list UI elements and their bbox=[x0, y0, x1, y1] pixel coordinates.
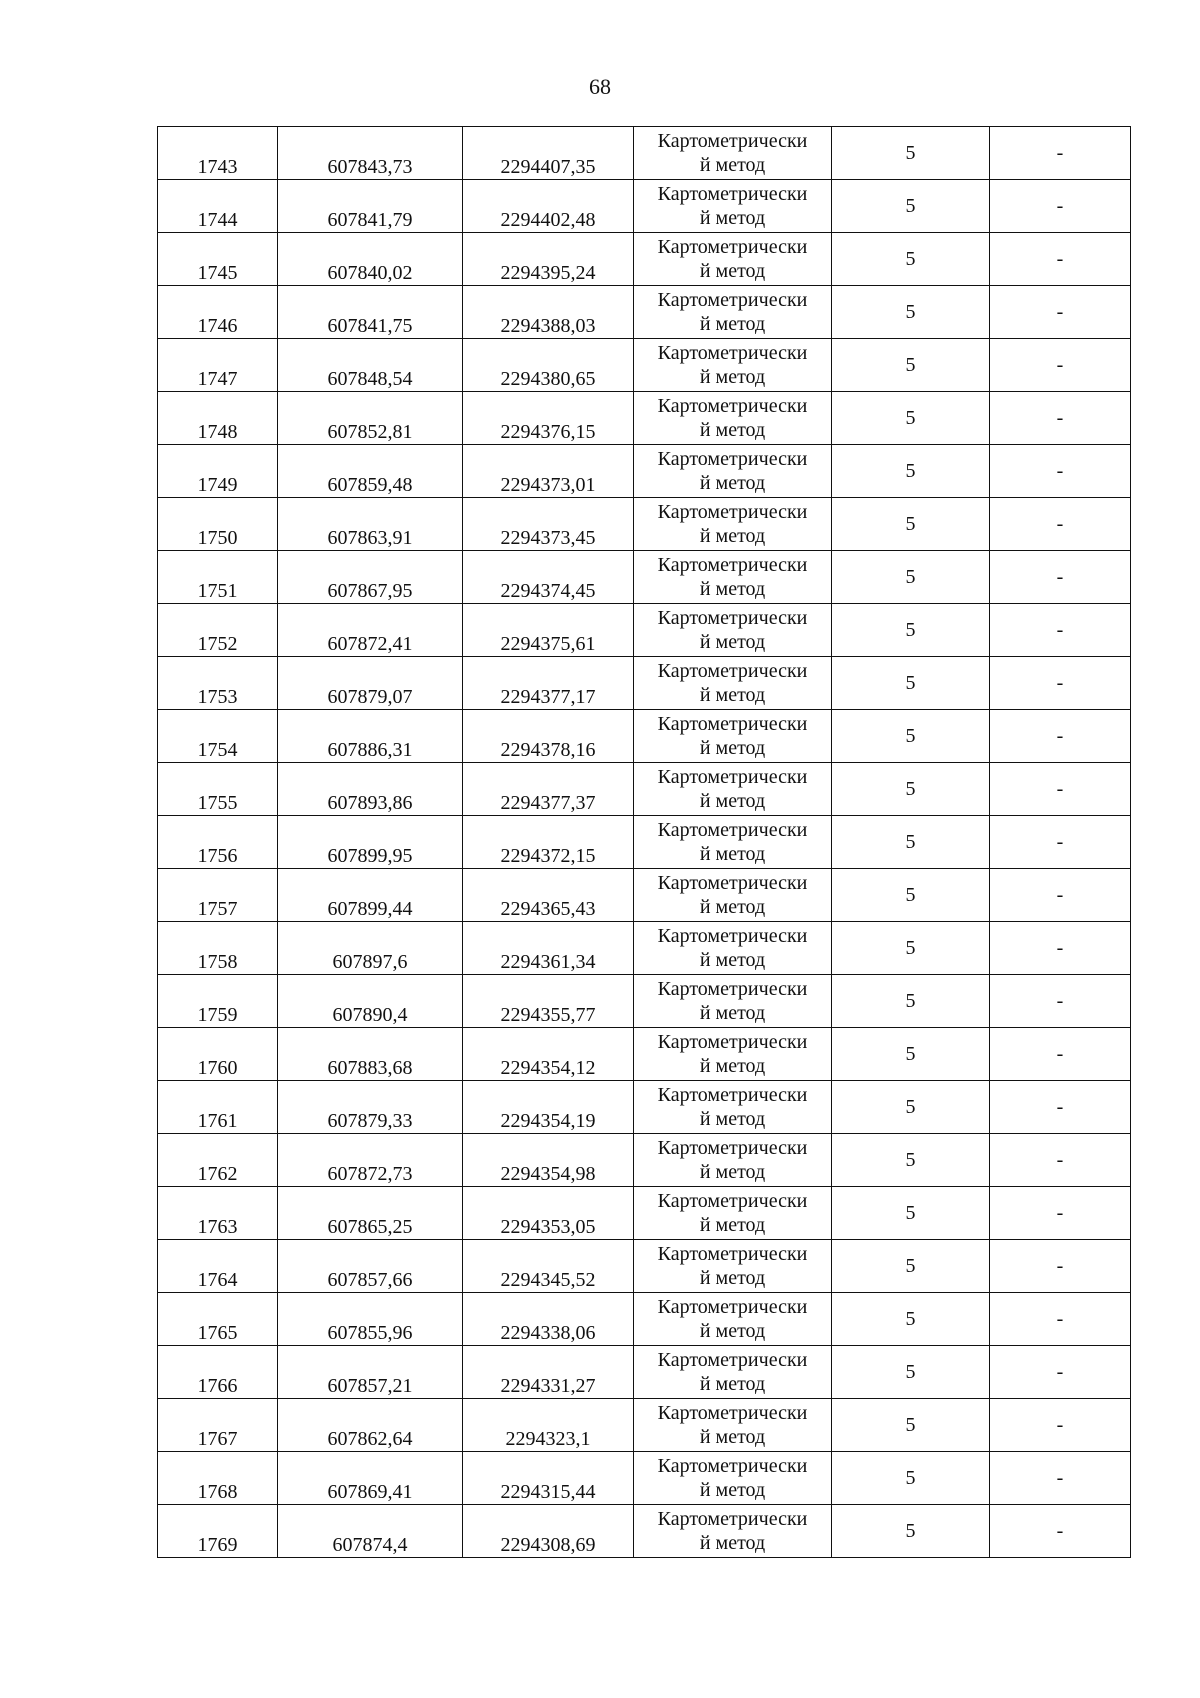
method-text-line: й метод bbox=[699, 578, 766, 600]
coordinates-table-body bbox=[158, 127, 1131, 1558]
method-cell bbox=[634, 1452, 832, 1505]
accuracy-cell: 5 bbox=[832, 339, 990, 392]
point-number-cell: 1759 bbox=[158, 975, 278, 1028]
accuracy-cell: 5 bbox=[832, 1028, 990, 1081]
table-row bbox=[158, 286, 1131, 339]
y-coordinate-cell: 2294354,12 bbox=[463, 1028, 634, 1081]
table-row bbox=[158, 1134, 1131, 1187]
y-coordinate-cell: 2294372,15 bbox=[463, 816, 634, 869]
description-cell: - bbox=[990, 710, 1131, 763]
method-text-line: Картометрически bbox=[657, 1349, 808, 1371]
table-row bbox=[158, 1452, 1131, 1505]
description-cell: - bbox=[990, 392, 1131, 445]
table-row bbox=[158, 1187, 1131, 1240]
method-cell bbox=[634, 604, 832, 657]
table-row bbox=[158, 551, 1131, 604]
description-cell: - bbox=[990, 1240, 1131, 1293]
point-number-cell: 1761 bbox=[158, 1081, 278, 1134]
method-text-line: й метод bbox=[699, 896, 766, 918]
y-coordinate-cell: 2294365,43 bbox=[463, 869, 634, 922]
description-cell: - bbox=[990, 1505, 1131, 1558]
method-text-line: й метод bbox=[699, 260, 766, 282]
y-coordinate-cell: 2294407,35 bbox=[463, 127, 634, 180]
method-cell bbox=[634, 1346, 832, 1399]
method-cell bbox=[634, 233, 832, 286]
point-number-cell: 1762 bbox=[158, 1134, 278, 1187]
point-number-cell: 1758 bbox=[158, 922, 278, 975]
x-coordinate-cell: 607855,96 bbox=[278, 1293, 463, 1346]
accuracy-cell: 5 bbox=[832, 1505, 990, 1558]
method-text-line: Картометрически bbox=[657, 819, 808, 841]
table-row bbox=[158, 233, 1131, 286]
method-text-line: й метод bbox=[699, 1532, 766, 1554]
table-row bbox=[158, 1505, 1131, 1558]
y-coordinate-cell: 2294338,06 bbox=[463, 1293, 634, 1346]
description-cell: - bbox=[990, 1399, 1131, 1452]
method-cell bbox=[634, 1081, 832, 1134]
method-text-line: Картометрически bbox=[657, 925, 808, 947]
accuracy-cell: 5 bbox=[832, 869, 990, 922]
point-number-cell: 1752 bbox=[158, 604, 278, 657]
description-cell: - bbox=[990, 763, 1131, 816]
method-text-line: й метод bbox=[699, 154, 766, 176]
method-text-line: Картометрически bbox=[657, 130, 808, 152]
y-coordinate-cell: 2294373,45 bbox=[463, 498, 634, 551]
accuracy-cell: 5 bbox=[832, 975, 990, 1028]
table-row bbox=[158, 710, 1131, 763]
description-cell: - bbox=[990, 1134, 1131, 1187]
x-coordinate-cell: 607886,31 bbox=[278, 710, 463, 763]
table-row bbox=[158, 816, 1131, 869]
table-row bbox=[158, 1399, 1131, 1452]
method-text-line: й метод bbox=[699, 631, 766, 653]
method-text-line: й метод bbox=[699, 790, 766, 812]
point-number-cell: 1767 bbox=[158, 1399, 278, 1452]
y-coordinate-cell: 2294377,37 bbox=[463, 763, 634, 816]
y-coordinate-cell: 2294353,05 bbox=[463, 1187, 634, 1240]
y-coordinate-cell: 2294355,77 bbox=[463, 975, 634, 1028]
point-number-cell: 1748 bbox=[158, 392, 278, 445]
method-text-line: Картометрически bbox=[657, 660, 808, 682]
point-number-cell: 1769 bbox=[158, 1505, 278, 1558]
x-coordinate-cell: 607872,41 bbox=[278, 604, 463, 657]
point-number-cell: 1763 bbox=[158, 1187, 278, 1240]
x-coordinate-cell: 607893,86 bbox=[278, 763, 463, 816]
method-cell bbox=[634, 869, 832, 922]
method-cell bbox=[634, 498, 832, 551]
table-row bbox=[158, 180, 1131, 233]
method-text-line: й метод bbox=[699, 737, 766, 759]
accuracy-cell: 5 bbox=[832, 816, 990, 869]
point-number-cell: 1766 bbox=[158, 1346, 278, 1399]
point-number-cell: 1746 bbox=[158, 286, 278, 339]
accuracy-cell: 5 bbox=[832, 763, 990, 816]
accuracy-cell: 5 bbox=[832, 1187, 990, 1240]
method-text-line: й метод bbox=[699, 1055, 766, 1077]
x-coordinate-cell: 607840,02 bbox=[278, 233, 463, 286]
description-cell: - bbox=[990, 922, 1131, 975]
y-coordinate-cell: 2294354,19 bbox=[463, 1081, 634, 1134]
table-row bbox=[158, 657, 1131, 710]
description-cell: - bbox=[990, 498, 1131, 551]
x-coordinate-cell: 607897,6 bbox=[278, 922, 463, 975]
description-cell: - bbox=[990, 1028, 1131, 1081]
method-text-line: Картометрически bbox=[657, 554, 808, 576]
accuracy-cell: 5 bbox=[832, 180, 990, 233]
y-coordinate-cell: 2294375,61 bbox=[463, 604, 634, 657]
method-text-line: й метод bbox=[699, 1320, 766, 1342]
description-cell: - bbox=[990, 445, 1131, 498]
description-cell: - bbox=[990, 816, 1131, 869]
x-coordinate-cell: 607879,33 bbox=[278, 1081, 463, 1134]
method-text-line: Картометрически bbox=[657, 1508, 808, 1530]
method-text-line: Картометрически bbox=[657, 501, 808, 523]
point-number-cell: 1753 bbox=[158, 657, 278, 710]
method-text-line: й метод bbox=[699, 1373, 766, 1395]
method-text-line: й метод bbox=[699, 1214, 766, 1236]
description-cell: - bbox=[990, 1452, 1131, 1505]
description-cell: - bbox=[990, 869, 1131, 922]
point-number-cell: 1755 bbox=[158, 763, 278, 816]
description-cell: - bbox=[990, 1293, 1131, 1346]
point-number-cell: 1750 bbox=[158, 498, 278, 551]
accuracy-cell: 5 bbox=[832, 1346, 990, 1399]
y-coordinate-cell: 2294315,44 bbox=[463, 1452, 634, 1505]
accuracy-cell: 5 bbox=[832, 922, 990, 975]
method-cell bbox=[634, 816, 832, 869]
y-coordinate-cell: 2294378,16 bbox=[463, 710, 634, 763]
method-text-line: й метод bbox=[699, 1426, 766, 1448]
y-coordinate-cell: 2294308,69 bbox=[463, 1505, 634, 1558]
accuracy-cell: 5 bbox=[832, 657, 990, 710]
description-cell: - bbox=[990, 180, 1131, 233]
table-row bbox=[158, 127, 1131, 180]
table-row bbox=[158, 604, 1131, 657]
description-cell: - bbox=[990, 1081, 1131, 1134]
method-text-line: Картометрически bbox=[657, 236, 808, 258]
coordinates-table bbox=[157, 126, 1131, 1558]
accuracy-cell: 5 bbox=[832, 233, 990, 286]
y-coordinate-cell: 2294354,98 bbox=[463, 1134, 634, 1187]
accuracy-cell: 5 bbox=[832, 1399, 990, 1452]
point-number-cell: 1743 bbox=[158, 127, 278, 180]
table-row bbox=[158, 392, 1131, 445]
method-cell bbox=[634, 922, 832, 975]
method-cell bbox=[634, 1028, 832, 1081]
method-cell bbox=[634, 286, 832, 339]
description-cell: - bbox=[990, 551, 1131, 604]
y-coordinate-cell: 2294345,52 bbox=[463, 1240, 634, 1293]
x-coordinate-cell: 607863,91 bbox=[278, 498, 463, 551]
table-row bbox=[158, 922, 1131, 975]
point-number-cell: 1751 bbox=[158, 551, 278, 604]
table-row bbox=[158, 1293, 1131, 1346]
y-coordinate-cell: 2294373,01 bbox=[463, 445, 634, 498]
x-coordinate-cell: 607862,64 bbox=[278, 1399, 463, 1452]
method-text-line: й метод bbox=[699, 1108, 766, 1130]
method-text-line: й метод bbox=[699, 1002, 766, 1024]
method-text-line: й метод bbox=[699, 843, 766, 865]
x-coordinate-cell: 607899,95 bbox=[278, 816, 463, 869]
description-cell: - bbox=[990, 975, 1131, 1028]
method-cell bbox=[634, 1240, 832, 1293]
table-row bbox=[158, 498, 1131, 551]
y-coordinate-cell: 2294377,17 bbox=[463, 657, 634, 710]
x-coordinate-cell: 607841,75 bbox=[278, 286, 463, 339]
accuracy-cell: 5 bbox=[832, 710, 990, 763]
method-text-line: й метод bbox=[699, 419, 766, 441]
method-text-line: й метод bbox=[699, 1479, 766, 1501]
point-number-cell: 1768 bbox=[158, 1452, 278, 1505]
y-coordinate-cell: 2294395,24 bbox=[463, 233, 634, 286]
x-coordinate-cell: 607852,81 bbox=[278, 392, 463, 445]
y-coordinate-cell: 2294388,03 bbox=[463, 286, 634, 339]
method-text-line: Картометрически bbox=[657, 1402, 808, 1424]
x-coordinate-cell: 607890,4 bbox=[278, 975, 463, 1028]
method-text-line: Картометрически bbox=[657, 183, 808, 205]
table-row bbox=[158, 445, 1131, 498]
method-cell bbox=[634, 1505, 832, 1558]
method-text-line: Картометрически bbox=[657, 872, 808, 894]
point-number-cell: 1744 bbox=[158, 180, 278, 233]
table-row bbox=[158, 1028, 1131, 1081]
description-cell: - bbox=[990, 657, 1131, 710]
method-text-line: Картометрически bbox=[657, 395, 808, 417]
method-cell bbox=[634, 763, 832, 816]
accuracy-cell: 5 bbox=[832, 1452, 990, 1505]
description-cell: - bbox=[990, 233, 1131, 286]
x-coordinate-cell: 607857,21 bbox=[278, 1346, 463, 1399]
y-coordinate-cell: 2294376,15 bbox=[463, 392, 634, 445]
method-text-line: Картометрически bbox=[657, 1084, 808, 1106]
point-number-cell: 1760 bbox=[158, 1028, 278, 1081]
accuracy-cell: 5 bbox=[832, 445, 990, 498]
accuracy-cell: 5 bbox=[832, 127, 990, 180]
accuracy-cell: 5 bbox=[832, 604, 990, 657]
x-coordinate-cell: 607874,4 bbox=[278, 1505, 463, 1558]
method-text-line: Картометрически bbox=[657, 448, 808, 470]
accuracy-cell: 5 bbox=[832, 498, 990, 551]
accuracy-cell: 5 bbox=[832, 551, 990, 604]
method-text-line: Картометрически bbox=[657, 607, 808, 629]
method-text-line: Картометрически bbox=[657, 1137, 808, 1159]
x-coordinate-cell: 607865,25 bbox=[278, 1187, 463, 1240]
accuracy-cell: 5 bbox=[832, 1081, 990, 1134]
x-coordinate-cell: 607848,54 bbox=[278, 339, 463, 392]
method-cell bbox=[634, 445, 832, 498]
method-cell bbox=[634, 975, 832, 1028]
method-cell bbox=[634, 1293, 832, 1346]
accuracy-cell: 5 bbox=[832, 1293, 990, 1346]
method-text-line: Картометрически bbox=[657, 1455, 808, 1477]
accuracy-cell: 5 bbox=[832, 1134, 990, 1187]
point-number-cell: 1754 bbox=[158, 710, 278, 763]
method-cell bbox=[634, 710, 832, 763]
y-coordinate-cell: 2294402,48 bbox=[463, 180, 634, 233]
point-number-cell: 1747 bbox=[158, 339, 278, 392]
table-row bbox=[158, 869, 1131, 922]
method-cell bbox=[634, 127, 832, 180]
method-text-line: Картометрически bbox=[657, 978, 808, 1000]
method-text-line: Картометрически bbox=[657, 1190, 808, 1212]
x-coordinate-cell: 607899,44 bbox=[278, 869, 463, 922]
x-coordinate-cell: 607859,48 bbox=[278, 445, 463, 498]
method-text-line: й метод bbox=[699, 1161, 766, 1183]
x-coordinate-cell: 607872,73 bbox=[278, 1134, 463, 1187]
accuracy-cell: 5 bbox=[832, 286, 990, 339]
description-cell: - bbox=[990, 339, 1131, 392]
method-cell bbox=[634, 551, 832, 604]
x-coordinate-cell: 607883,68 bbox=[278, 1028, 463, 1081]
point-number-cell: 1745 bbox=[158, 233, 278, 286]
method-cell bbox=[634, 657, 832, 710]
table-row bbox=[158, 763, 1131, 816]
y-coordinate-cell: 2294380,65 bbox=[463, 339, 634, 392]
method-text-line: й метод bbox=[699, 1267, 766, 1289]
point-number-cell: 1764 bbox=[158, 1240, 278, 1293]
method-text-line: й метод bbox=[699, 684, 766, 706]
x-coordinate-cell: 607841,79 bbox=[278, 180, 463, 233]
method-cell bbox=[634, 180, 832, 233]
method-text-line: й метод bbox=[699, 366, 766, 388]
accuracy-cell: 5 bbox=[832, 392, 990, 445]
point-number-cell: 1765 bbox=[158, 1293, 278, 1346]
method-text-line: Картометрически bbox=[657, 1296, 808, 1318]
description-cell: - bbox=[990, 1187, 1131, 1240]
method-cell bbox=[634, 1187, 832, 1240]
method-text-line: й метод bbox=[699, 207, 766, 229]
method-text-line: Картометрически bbox=[657, 1031, 808, 1053]
description-cell: - bbox=[990, 286, 1131, 339]
method-text-line: й метод bbox=[699, 472, 766, 494]
x-coordinate-cell: 607843,73 bbox=[278, 127, 463, 180]
method-cell bbox=[634, 1399, 832, 1452]
x-coordinate-cell: 607869,41 bbox=[278, 1452, 463, 1505]
method-cell bbox=[634, 339, 832, 392]
method-text-line: Картометрически bbox=[657, 342, 808, 364]
method-cell bbox=[634, 1134, 832, 1187]
x-coordinate-cell: 607857,66 bbox=[278, 1240, 463, 1293]
y-coordinate-cell: 2294323,1 bbox=[463, 1399, 634, 1452]
point-number-cell: 1757 bbox=[158, 869, 278, 922]
method-text-line: й метод bbox=[699, 313, 766, 335]
table-row bbox=[158, 339, 1131, 392]
table-row bbox=[158, 1081, 1131, 1134]
x-coordinate-cell: 607879,07 bbox=[278, 657, 463, 710]
method-text-line: й метод bbox=[699, 949, 766, 971]
method-text-line: Картометрически bbox=[657, 766, 808, 788]
point-number-cell: 1756 bbox=[158, 816, 278, 869]
y-coordinate-cell: 2294331,27 bbox=[463, 1346, 634, 1399]
point-number-cell: 1749 bbox=[158, 445, 278, 498]
description-cell: - bbox=[990, 1346, 1131, 1399]
table-row bbox=[158, 975, 1131, 1028]
method-text-line: Картометрически bbox=[657, 713, 808, 735]
method-text-line: Картометрически bbox=[657, 289, 808, 311]
description-cell: - bbox=[990, 604, 1131, 657]
accuracy-cell: 5 bbox=[832, 1240, 990, 1293]
y-coordinate-cell: 2294361,34 bbox=[463, 922, 634, 975]
table-row bbox=[158, 1240, 1131, 1293]
description-cell: - bbox=[990, 127, 1131, 180]
y-coordinate-cell: 2294374,45 bbox=[463, 551, 634, 604]
page-number: 68 bbox=[589, 74, 611, 99]
method-cell bbox=[634, 392, 832, 445]
method-text-line: й метод bbox=[699, 525, 766, 547]
table-row bbox=[158, 1346, 1131, 1399]
method-text-line: Картометрически bbox=[657, 1243, 808, 1265]
x-coordinate-cell: 607867,95 bbox=[278, 551, 463, 604]
